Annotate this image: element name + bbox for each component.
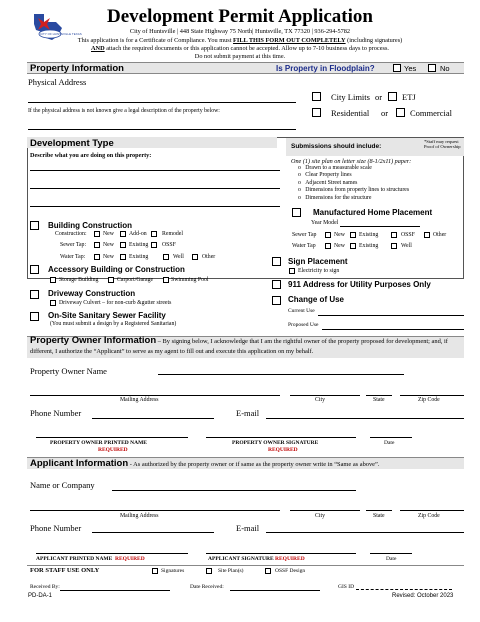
- owner-date-label: Date: [384, 440, 395, 446]
- owner-name-line[interactable]: [158, 374, 404, 375]
- sewer-tap-label: Sewer Tap:: [60, 242, 87, 248]
- owner-state-line[interactable]: [366, 395, 392, 396]
- sewer-new-label: New: [103, 242, 114, 248]
- bullet-item: o Dimensions for the structure: [298, 194, 372, 201]
- staff-title: FOR STAFF USE ONLY: [30, 567, 100, 574]
- onsite-sewer-note: (You must submit a design by a Registered Sanitarian): [50, 321, 177, 327]
- describe-line-2[interactable]: [30, 188, 280, 189]
- mh-water-well-checkbox[interactable]: [391, 243, 397, 249]
- applicant-name-label: Name or Company: [30, 480, 95, 490]
- sewer-existing-label: Existing: [129, 242, 149, 248]
- residential-checkbox[interactable]: [312, 108, 321, 117]
- owner-signature-line[interactable]: [206, 437, 356, 438]
- mh-sewer-new-label: New: [334, 232, 345, 238]
- staff-signatures-label: Signatures: [161, 568, 185, 574]
- water-well-checkbox[interactable]: [163, 254, 169, 260]
- applicant-state-label: State: [373, 513, 385, 519]
- mh-water-existing-label: Existing: [359, 243, 379, 249]
- gis-id-label: GIS ID: [338, 584, 355, 590]
- construction-label: Construction:: [55, 231, 87, 237]
- owner-printed-line[interactable]: [36, 437, 188, 438]
- owner-mailing-label: Mailing Address: [120, 397, 159, 403]
- property-section-title: Property Information: [30, 63, 124, 74]
- water-new-label: New: [103, 254, 114, 260]
- legal-description-line[interactable]: [28, 129, 296, 130]
- change-of-use-title: Change of Use: [288, 295, 345, 304]
- or-label-1: or: [375, 92, 383, 102]
- water-well-label: Well: [173, 254, 184, 260]
- electricity-label: Electricity to sign: [298, 268, 340, 274]
- city-limits-label: City Limits: [331, 92, 370, 102]
- instructions-line-1: This application is for a Certificate of Compliance. You must FILL THIS FORM OUT COMPLETELY (including signatures): [77, 37, 403, 44]
- applicant-signature-label: APPLICANT SIGNATURE REQUIRED: [208, 556, 305, 562]
- owner-state-label: State: [373, 397, 385, 403]
- owner-zip-label: Zip Code: [418, 397, 440, 403]
- residential-label: Residential: [331, 108, 370, 118]
- date-received-label: Date Received:: [190, 584, 224, 590]
- owner-zip-line[interactable]: [400, 395, 464, 396]
- physical-address-label: Physical Address: [28, 77, 87, 87]
- form-id: PD-DA-1: [28, 593, 53, 599]
- water-new-checkbox[interactable]: [94, 254, 100, 260]
- owner-city-line[interactable]: [290, 395, 360, 396]
- applicant-city-label: City: [315, 513, 325, 519]
- owner-mailing-line[interactable]: [30, 395, 280, 396]
- applicant-signature-line[interactable]: [206, 553, 356, 554]
- gis-id-field[interactable]: [356, 589, 452, 590]
- address-911-title: 911 Address for Utility Purposes Only: [288, 280, 431, 289]
- applicant-section-text: Applicant Information - As authorized by the property owner or if same as the property owner write in “Same as above”.: [30, 458, 380, 469]
- mh-water-existing-checkbox[interactable]: [350, 243, 356, 249]
- construction-addon-checkbox[interactable]: [120, 231, 126, 237]
- driveway-culvert-label: Driveway Culvert – for non-curb &gutter streets: [59, 300, 172, 306]
- mh-water-label: Water Tap: [292, 243, 316, 249]
- onsite-sewer-checkbox[interactable]: [30, 312, 39, 321]
- applicant-city-line[interactable]: [290, 510, 360, 511]
- city-limits-checkbox[interactable]: [312, 92, 321, 101]
- mh-sewer-other-checkbox[interactable]: [424, 232, 430, 238]
- storage-building-checkbox[interactable]: [50, 277, 56, 283]
- swimming-pool-checkbox[interactable]: [163, 277, 169, 283]
- construction-remodel-label: Remodel: [162, 231, 183, 237]
- manufactured-home-checkbox[interactable]: [292, 208, 301, 217]
- mh-water-new-checkbox[interactable]: [325, 243, 331, 249]
- mh-sewer-ossf-label: OSSF: [401, 232, 415, 238]
- describe-line-3[interactable]: [30, 206, 280, 207]
- or-label-2: or: [381, 108, 389, 118]
- site-plan-label: One (1) site plan on letter size (8-1/2x11) paper:: [291, 158, 412, 165]
- applicant-state-line[interactable]: [366, 510, 392, 511]
- owner-phone-label: Phone Number: [30, 408, 82, 418]
- owner-city-label: City: [315, 397, 325, 403]
- commercial-label: Commercial: [410, 108, 453, 118]
- proposed-use-line[interactable]: [322, 329, 464, 330]
- describe-label: Describe what you are doing on this property:: [30, 152, 152, 159]
- owner-section-text: Property Owner Information – By signing below, I acknowledge that I am the rightful owner of the property proposed for development; and, if different, I authorize the “Applicant” to serve as my agent to fill out and execute this application on my behalf.: [30, 335, 448, 355]
- applicant-date-label: Date: [386, 556, 397, 562]
- water-existing-checkbox[interactable]: [120, 254, 126, 260]
- staff-site-plans-label: Site Plan(s): [218, 568, 244, 574]
- proposed-use-label: Proposed Use: [288, 322, 319, 328]
- bullet-item: o Clear Property lines: [298, 172, 352, 179]
- owner-printed-required: REQUIRED: [98, 447, 128, 453]
- mh-sewer-existing-checkbox[interactable]: [350, 232, 356, 238]
- water-existing-label: Existing: [129, 254, 149, 260]
- applicant-printed-label: APPLICANT PRINTED NAME REQUIRED: [36, 556, 145, 562]
- owner-email-label: E-mail: [236, 408, 260, 418]
- physical-address-line[interactable]: [28, 102, 296, 103]
- building-construction-checkbox[interactable]: [30, 221, 39, 230]
- submissions-title: Submissions should include:: [291, 143, 382, 150]
- onsite-sewer-title: On-Site Sanitary Sewer Facility: [48, 311, 166, 320]
- applicant-name-line[interactable]: [112, 490, 356, 491]
- water-other-label: Other: [202, 254, 216, 260]
- instructions-line-3: Do not submit payment at this time.: [194, 53, 286, 60]
- owner-name-label: Property Owner Name: [30, 366, 107, 376]
- mh-sewer-other-label: Other: [433, 232, 447, 238]
- instructions-line-2: AND attach the required documents or this application cannot be accepted. Allow up to 7-10 business days to process.: [91, 45, 389, 52]
- construction-remodel-checkbox[interactable]: [151, 231, 157, 237]
- driveway-checkbox[interactable]: [30, 290, 39, 299]
- logo-text: CITY OF HUNTSVILLE TEXAS: [40, 32, 82, 36]
- driveway-culvert-checkbox[interactable]: [50, 300, 56, 306]
- development-section-title: Development Type: [30, 138, 114, 149]
- staff-signatures-checkbox[interactable]: [152, 568, 158, 574]
- owner-signature-required: REQUIRED: [268, 447, 298, 453]
- floodplain-question: Is Property in Floodplain?: [276, 64, 375, 73]
- building-construction-title: Building Construction: [48, 221, 132, 230]
- applicant-date-line[interactable]: [370, 553, 412, 554]
- legal-description-note: If the physical address is not known give a legal description of the property below:: [28, 108, 220, 114]
- electricity-checkbox[interactable]: [289, 268, 295, 274]
- applicant-phone-line[interactable]: [92, 532, 214, 533]
- etj-checkbox[interactable]: [388, 92, 397, 101]
- commercial-checkbox[interactable]: [396, 108, 405, 117]
- received-by-label: Received By:: [30, 584, 60, 590]
- applicant-phone-label: Phone Number: [30, 523, 82, 533]
- etj-label: ETJ: [402, 92, 416, 102]
- sign-placement-title: Sign Placement: [288, 257, 348, 266]
- owner-phone-line[interactable]: [92, 418, 214, 419]
- water-other-checkbox[interactable]: [192, 254, 198, 260]
- sign-placement-checkbox[interactable]: [272, 257, 281, 266]
- year-model-line[interactable]: [340, 226, 420, 227]
- accessory-title: Accessory Building or Construction: [48, 265, 185, 274]
- received-by-line[interactable]: [60, 590, 170, 591]
- applicant-mailing-line[interactable]: [30, 510, 280, 511]
- mh-water-well-label: Well: [401, 243, 412, 249]
- mh-sewer-ossf-checkbox[interactable]: [391, 232, 397, 238]
- current-use-line[interactable]: [318, 315, 464, 316]
- city-address: City of Huntsville | 448 State Highway 75 North| Huntsville, TX 77320 | 936-294-5782: [129, 28, 351, 35]
- applicant-zip-line[interactable]: [400, 510, 464, 511]
- manufactured-home-title: Manufactured Home Placement: [313, 208, 433, 217]
- mh-water-new-label: New: [334, 243, 345, 249]
- sewer-existing-checkbox[interactable]: [120, 242, 126, 248]
- address-911-checkbox[interactable]: [272, 280, 281, 289]
- current-use-label: Current Use: [288, 308, 315, 314]
- construction-new-checkbox[interactable]: [94, 231, 100, 237]
- sewer-ossf-label: OSSF: [162, 242, 176, 248]
- submission-bullets: [298, 165, 463, 202]
- floodplain-yes-checkbox[interactable]: [393, 64, 401, 72]
- staff-note: *Staff may request Proof of Ownership: [424, 139, 461, 149]
- water-tap-label: Water Tap:: [60, 254, 86, 260]
- applicant-mailing-label: Mailing Address: [120, 513, 159, 519]
- carport-checkbox[interactable]: [108, 277, 114, 283]
- storage-building-label: Storage Building: [59, 277, 99, 283]
- owner-date-line[interactable]: [370, 437, 412, 438]
- applicant-printed-line[interactable]: [36, 553, 188, 554]
- page-title: Development Permit Application: [107, 6, 373, 27]
- construction-new-label: New: [103, 231, 114, 237]
- owner-signature-label: PROPERTY OWNER SIGNATURE: [232, 440, 319, 446]
- floodplain-yes-label: Yes: [404, 64, 417, 73]
- applicant-zip-label: Zip Code: [418, 513, 440, 519]
- year-model-label: Year Model: [311, 220, 339, 226]
- floodplain-no-checkbox[interactable]: [428, 64, 436, 72]
- describe-line-1[interactable]: [30, 170, 280, 171]
- sewer-new-checkbox[interactable]: [94, 242, 100, 248]
- staff-site-plans-checkbox[interactable]: [206, 568, 212, 574]
- bullet-item: o Adjacent Street names: [298, 179, 358, 186]
- mh-sewer-existing-label: Existing: [359, 232, 379, 238]
- applicant-email-line[interactable]: [266, 532, 464, 533]
- bullet-item: o Dimensions from property lines to structures: [298, 187, 410, 194]
- change-of-use-checkbox[interactable]: [272, 296, 281, 305]
- staff-ossf-label: OSSF Design: [275, 568, 306, 574]
- driveway-title: Driveway Construction: [48, 289, 136, 298]
- bullet-item: o Drawn to a measurable scale: [298, 165, 372, 171]
- date-received-line[interactable]: [230, 590, 320, 591]
- mh-sewer-label: Sewer Tap: [292, 232, 317, 238]
- accessory-checkbox[interactable]: [30, 265, 39, 274]
- staff-ossf-checkbox[interactable]: [265, 568, 271, 574]
- owner-printed-label: PROPERTY OWNER PRINTED NAME: [50, 440, 147, 446]
- construction-addon-label: Add-on: [129, 231, 147, 237]
- carport-label: Carport/Garage: [117, 277, 154, 283]
- sewer-ossf-checkbox[interactable]: [151, 242, 157, 248]
- floodplain-no-label: No: [440, 64, 450, 73]
- applicant-email-label: E-mail: [236, 523, 260, 533]
- mh-sewer-new-checkbox[interactable]: [325, 232, 331, 238]
- swimming-pool-label: Swimming Pool: [171, 277, 209, 283]
- revised-date: Revised: October 2023: [392, 593, 454, 599]
- owner-email-line[interactable]: [266, 418, 464, 419]
